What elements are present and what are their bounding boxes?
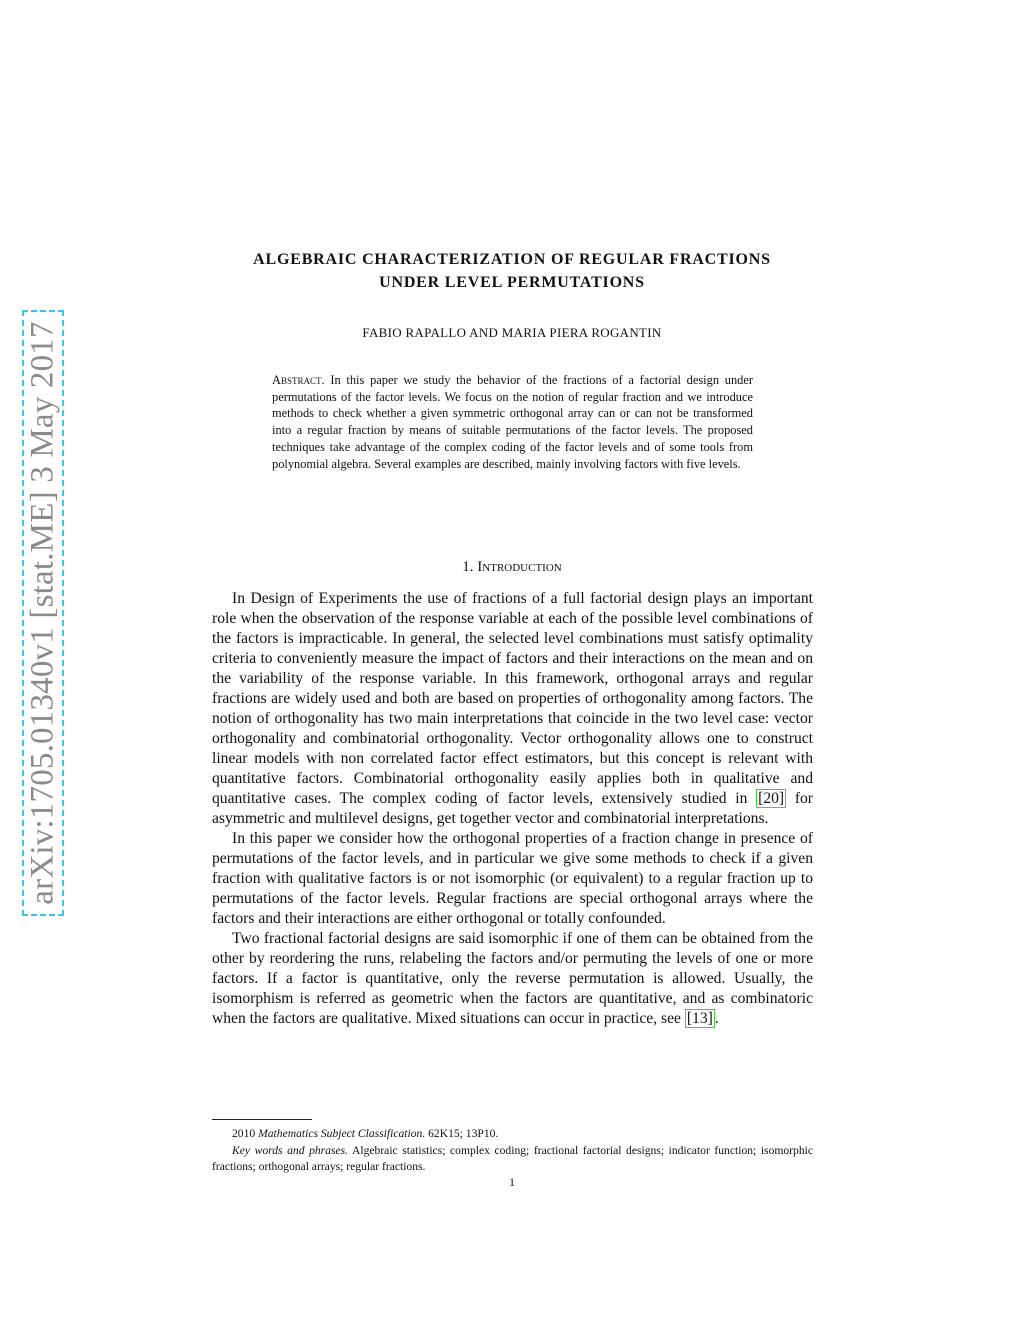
paper-title-line-1: ALGEBRAIC CHARACTERIZATION OF REGULAR FRACTIONS	[253, 251, 771, 268]
keywords-label: Key words and phrases.	[232, 1143, 349, 1157]
abstract-text: In this paper we study the behavior of the fractions of a factorial design under permutations of the factor levels. We focus on the notion of regular fraction and we introduce methods to check whether a given symmetric orthogonal array can or can not be transformed into a regular fraction by means of suitable permutations of the factor levels. The proposed techniques take advantage of the complex coding of the factor levels and of some tools from polynomial algebra. Several examples are described, mainly involving factors with five levels.	[272, 373, 753, 471]
arxiv-identifier-stamp[interactable]	[22, 310, 64, 916]
footnote-rule	[212, 1119, 312, 1120]
paragraph-3	[212, 929, 813, 1029]
footnotes	[212, 1126, 813, 1176]
page-number: 1	[509, 1176, 515, 1189]
msc-year: 2010	[232, 1127, 259, 1140]
paragraph-3-text: Two fractional factorial designs are said isomorphic if one of them can be obtained from the other by reordering the runs, relabeling the factors and/or permuting the levels of one or more factors. If a factor is quantitative, only the reverse permutation is allowed. Usually, the isomorphism is referred as geometric when the factors are quantitative, and as combinatoric when the factors are qualitative. Mixed situations can occur in practice, see	[212, 930, 813, 1027]
paper-title-line-2: UNDER LEVEL PERMUTATIONS	[379, 274, 645, 291]
citation-link[interactable]: [13]	[686, 1010, 713, 1027]
paragraph-1-text: In Design of Experiments the use of fractions of a full factorial design plays an important role when the observation of the response variable at each of the possible level combinations of the factors is impracticable. In general, the selected level combinations must satisfy optimality criteria to conveniently measure the impact of factors and their interactions on the mean and on the variability of the response variable. In this framework, orthogonal arrays and regular fractions are widely used and both are based on properties of orthogonality among factors. The notion of orthogonality has two main interpretations that coincide in the two level case: vector orthogonality and combinatorial orthogonality. Vector orthogonality allows one to construct linear models with non correlated factor effect estimators, but this concept is relevant with quantitative factors. Combinatorial orthogonality easily applies both in qualitative and quantitative cases. The complex coding of factor levels, extensively studied in	[212, 590, 813, 807]
paragraph-1-text-end: for asymmetric and multilevel designs, get together vector and combinatorial interpretations.	[212, 790, 814, 827]
abstract	[272, 372, 753, 472]
paragraph-3-text-end: .	[714, 1010, 719, 1027]
introduction-body	[212, 589, 813, 1029]
paragraph-2: In this paper we consider how the orthogonal properties of a fraction change in presence of permutations of the factor levels, and in particular we give some methods to check if a given fraction with qualitative factors is or not isomorphic (or equivalent) to a regular fraction up to permutations of the factor levels. Regular fractions are special orthogonal arrays where the factors and their interactions are either orthogonal or totally confounded.	[212, 830, 813, 927]
footnote-keywords	[212, 1143, 813, 1176]
msc-codes: 62K15; 13P10.	[425, 1127, 499, 1140]
footnote-msc	[212, 1126, 813, 1143]
citation-link[interactable]: [20]	[758, 790, 785, 807]
msc-label: Mathematics Subject Classification.	[258, 1127, 426, 1140]
section-title: Introduction	[477, 559, 562, 575]
abstract-label: Abstract.	[272, 373, 325, 387]
paragraph-1	[212, 589, 813, 829]
paper-title	[212, 248, 812, 294]
keywords-text: Algebraic statistics; complex coding; fractional factorial designs; indicator function; isomorphic fractions; orthogonal arrays; regular fractions.	[212, 1143, 813, 1173]
arxiv-identifier-text: arXiv:1705.01340v1 [stat.ME] 3 May 2017	[24, 321, 61, 905]
authors: FABIO RAPALLO AND MARIA PIERA ROGANTIN	[362, 325, 662, 340]
section-number: 1.	[462, 559, 474, 575]
section-heading	[212, 559, 812, 576]
